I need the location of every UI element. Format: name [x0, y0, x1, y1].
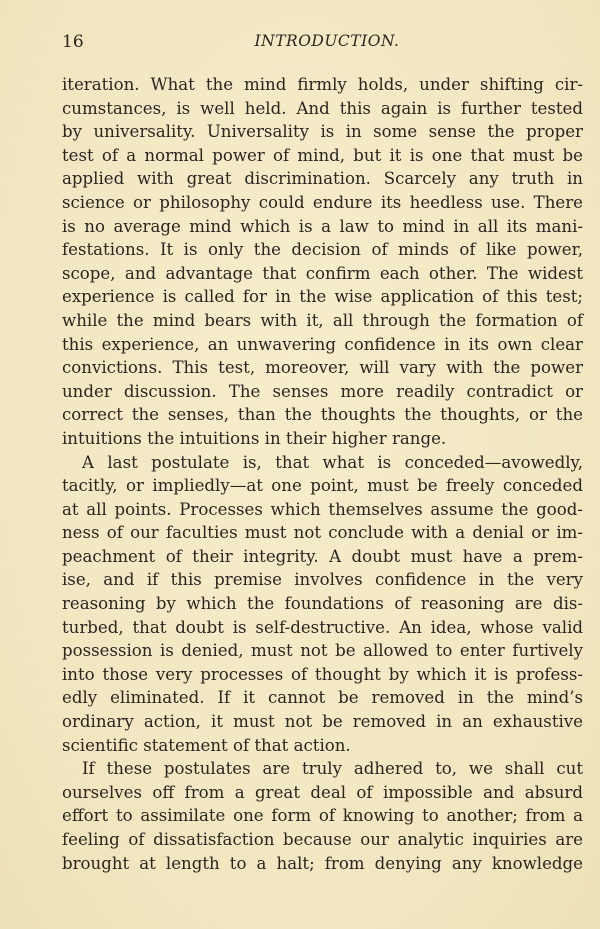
text-line: brought at length to a halt; from denying any knowledge	[62, 853, 583, 873]
text-line: correct the senses, than the thoughts the thoughts, or the	[62, 405, 583, 425]
text-line: possession is denied, must not be allowed to enter furtively	[62, 641, 583, 661]
text-line: is no average mind which is a law to mind in all its mani-	[62, 216, 583, 236]
text-line: turbed, that doubt is self-destructive. An idea, whose valid	[62, 617, 583, 637]
paragraph	[62, 451, 583, 758]
text-line: into those very processes of thought by which it is profess-	[62, 664, 583, 684]
text-line: scientific statement of that action.	[62, 735, 351, 755]
text-line: intuitions the intuitions in their higher range.	[62, 428, 447, 448]
text-line: this experience, an unwavering confidence in its own clear	[62, 334, 583, 354]
paragraph	[62, 73, 583, 451]
text-line: experience is called for in the wise application of this test;	[62, 287, 583, 307]
text-line: while the mind bears with it, all through the formation of	[62, 310, 583, 330]
running-head: INTRODUCTION.	[254, 32, 400, 50]
text-line: science or philosophy could endure its heedless use. There	[62, 192, 583, 212]
page-header	[62, 32, 582, 56]
text-line: at all points. Processes which themselves assume the good-	[62, 499, 583, 519]
text-line: by universality. Universality is in some sense the proper	[62, 122, 583, 142]
text-line: peachment of their integrity. A doubt must have a prem-	[62, 546, 583, 566]
text-line: cumstances, is well held. And this again is further tested	[62, 98, 583, 118]
text-line: ise, and if this premise involves confidence in the very	[62, 570, 583, 590]
text-line: iteration. What the mind firmly holds, under shifting cir-	[62, 75, 583, 94]
paragraph	[62, 757, 583, 875]
text-line: convictions. This test, moreover, will vary with the power	[62, 358, 583, 378]
text-line: ourselves off from a great deal of impossible and absurd	[62, 782, 583, 802]
page-number: 16	[62, 32, 84, 52]
text-line: ordinary action, it must not be removed in an exhaustive	[62, 712, 583, 732]
text-line: effort to assimilate one form of knowing to another; from a	[62, 806, 583, 826]
text-line: festations. It is only the decision of minds of like power,	[62, 240, 583, 260]
text-line: ness of our faculties must not conclude with a denial or im-	[62, 523, 583, 543]
text-line: under discussion. The senses more readily contradict or	[62, 381, 583, 401]
text-line: edly eliminated. If it cannot be removed in the mind’s	[62, 688, 583, 708]
text-line: If these postulates are truly adhered to, we shall cut	[82, 759, 583, 779]
text-line: applied with great discrimination. Scarcely any truth in	[62, 169, 583, 189]
text-line: reasoning by which the foundations of reasoning are dis-	[62, 594, 583, 614]
text-line: test of a normal power of mind, but it is one that must be	[62, 145, 583, 165]
text-line: scope, and advantage that confirm each other. The widest	[62, 263, 583, 283]
body-text	[62, 73, 583, 875]
text-line: tacitly, or impliedly—at one point, must be freely conceded	[62, 476, 583, 496]
text-line: A last postulate is, that what is conceded—avowedly,	[82, 452, 583, 472]
text-line: feeling of dissatisfaction because our analytic inquiries are	[62, 830, 583, 849]
